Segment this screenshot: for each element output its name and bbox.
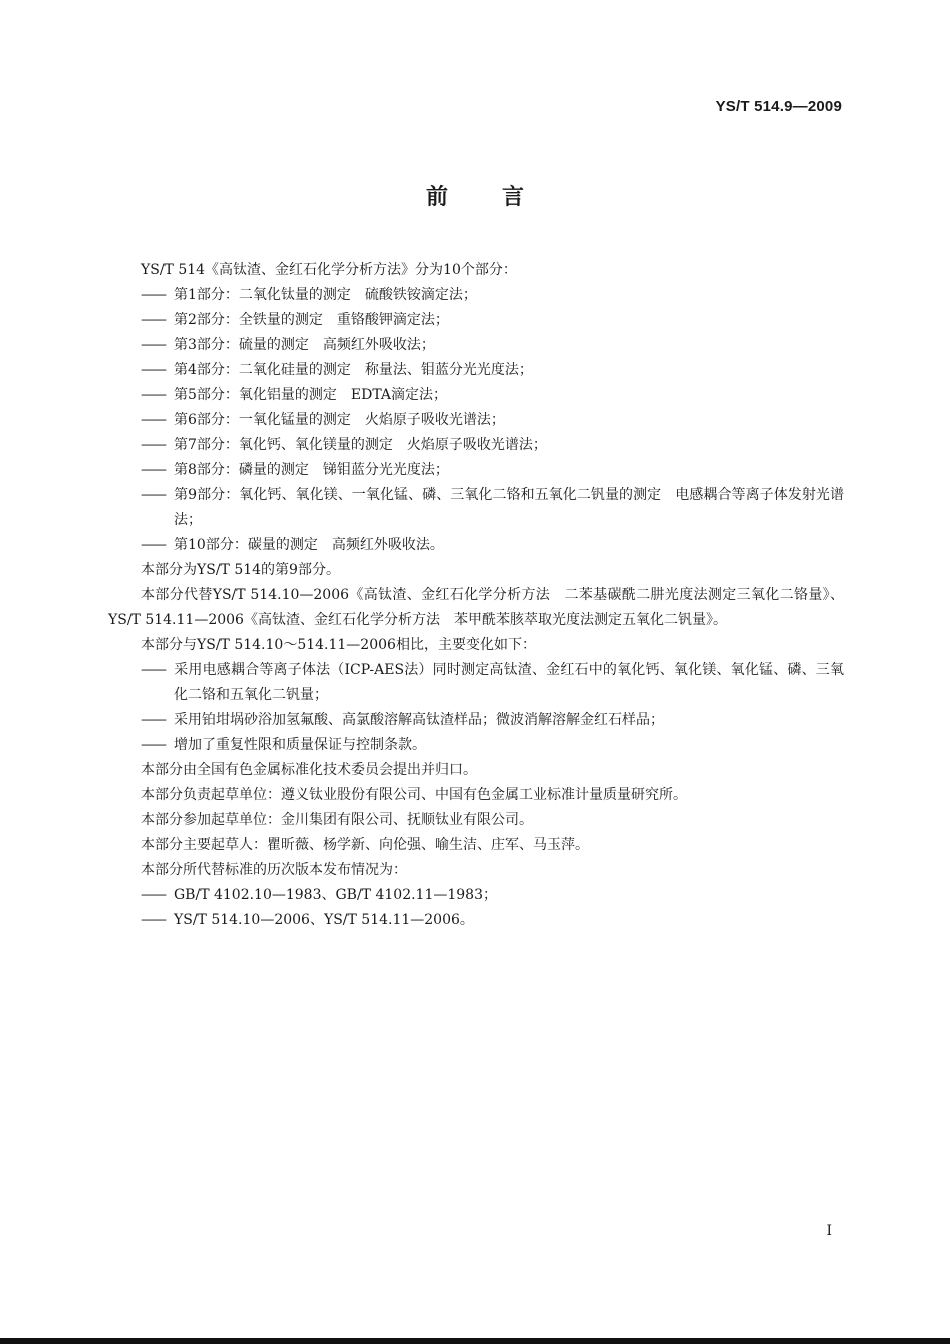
bottom-border xyxy=(0,1338,950,1344)
list-item xyxy=(108,908,844,933)
dash-marker: —— xyxy=(141,737,165,753)
dash-marker: —— xyxy=(141,662,165,678)
standard-code: YS/T 514.9—2009 xyxy=(715,98,842,115)
document-body xyxy=(108,258,844,933)
dash-marker: —— xyxy=(141,712,165,728)
paragraph: 本部分负责起草单位：遵义钛业股份有限公司、中国有色金属工业标准计量质量研究所。 xyxy=(141,787,687,803)
paragraph: 本部分由全国有色金属标准化技术委员会提出并归口。 xyxy=(141,762,477,778)
list-item xyxy=(108,733,844,758)
list-item-text: 第10部分：碳量的测定 高频红外吸收法。 xyxy=(174,537,444,553)
dash-marker: —— xyxy=(141,287,165,303)
list-item xyxy=(108,283,844,308)
paragraph: YS/T 514《高钛渣、金红石化学分析方法》分为10个部分： xyxy=(141,262,517,278)
paragraph: 本部分与YS/T 514.10～514.11—2006相比，主要变化如下： xyxy=(141,637,536,653)
list-item-text: 第8部分：磷量的测定 锑钼蓝分光光度法； xyxy=(174,462,449,478)
list-item-text: 第1部分：二氧化钛量的测定 硫酸铁铵滴定法； xyxy=(174,287,477,303)
list-item xyxy=(108,433,844,458)
paragraph: 本部分所代替标准的历次版本发布情况为： xyxy=(141,862,407,878)
list-item xyxy=(108,333,844,358)
dash-marker: —— xyxy=(141,912,165,928)
list-item-text: 第9部分：氧化钙、氧化镁、一氧化锰、磷、三氧化二铬和五氧化二钒量的测定 电感耦合等离子体发射光谱法； xyxy=(174,487,844,528)
list-item-text: 增加了重复性限和质量保证与控制条款。 xyxy=(174,737,426,753)
list-item-text: 第4部分：二氧化硅量的测定 称量法、钼蓝分光光度法； xyxy=(174,362,533,378)
dash-marker: —— xyxy=(141,412,165,428)
list-item xyxy=(108,383,844,408)
list-item-text: 第7部分：氧化钙、氧化镁量的测定 火焰原子吸收光谱法； xyxy=(174,437,547,453)
paragraph: 本部分为YS/T 514的第9部分。 xyxy=(141,562,340,578)
list-item-text: 第3部分：硫量的测定 高频红外吸收法； xyxy=(174,337,435,353)
dash-marker: —— xyxy=(141,312,165,328)
list-item-text: 第2部分：全铁量的测定 重铬酸钾滴定法； xyxy=(174,312,449,328)
list-item-text: 第6部分：一氧化锰量的测定 火焰原子吸收光谱法； xyxy=(174,412,505,428)
list-item xyxy=(108,308,844,333)
list-item xyxy=(108,658,844,708)
list-item-text: 采用电感耦合等离子体法（ICP-AES法）同时测定高钛渣、金红石中的氧化钙、氧化镁、氧化锰、磷、三氧化二铬和五氧化二钒量； xyxy=(174,662,844,703)
dash-marker: —— xyxy=(141,387,165,403)
dash-marker: —— xyxy=(141,337,165,353)
page-number: I xyxy=(826,1223,832,1239)
list-item xyxy=(108,458,844,483)
list-item-text: YS/T 514.10—2006、YS/T 514.11—2006。 xyxy=(174,912,474,928)
paragraph: 本部分主要起草人：瞿昕薇、杨学新、向伦强、喻生洁、庄军、马玉萍。 xyxy=(141,837,589,853)
list-item xyxy=(108,408,844,433)
list-item xyxy=(108,358,844,383)
list-item-text: 采用铂坩埚砂浴加氢氟酸、高氯酸溶解高钛渣样品；微波消解溶解金红石样品； xyxy=(174,712,664,728)
list-item xyxy=(108,533,844,558)
dash-marker: —— xyxy=(141,362,165,378)
dash-marker: —— xyxy=(141,537,165,553)
dash-marker: —— xyxy=(141,487,165,503)
paragraph: 本部分代替YS/T 514.10—2006《高钛渣、金红石化学分析方法 二苯基碳酰二肼光度法测定三氧化二铬量》、YS/T 514.11—2006《高钛渣、金红石化学分析方法 苯甲酰苯胲萃取光度法测定五氧化二钒量》。 xyxy=(108,587,844,628)
dash-marker: —— xyxy=(141,887,165,903)
page-title: 前言 xyxy=(425,185,578,210)
list-item-text: 第5部分：氧化铝量的测定 EDTA滴定法； xyxy=(174,387,448,403)
list-item xyxy=(108,483,844,533)
dash-marker: —— xyxy=(141,462,165,478)
paragraph: 本部分参加起草单位：金川集团有限公司、抚顺钛业有限公司。 xyxy=(141,812,533,828)
list-item xyxy=(108,708,844,733)
list-item xyxy=(108,883,844,908)
dash-marker: —— xyxy=(141,437,165,453)
list-item-text: GB/T 4102.10—1983、GB/T 4102.11—1983； xyxy=(174,887,497,903)
